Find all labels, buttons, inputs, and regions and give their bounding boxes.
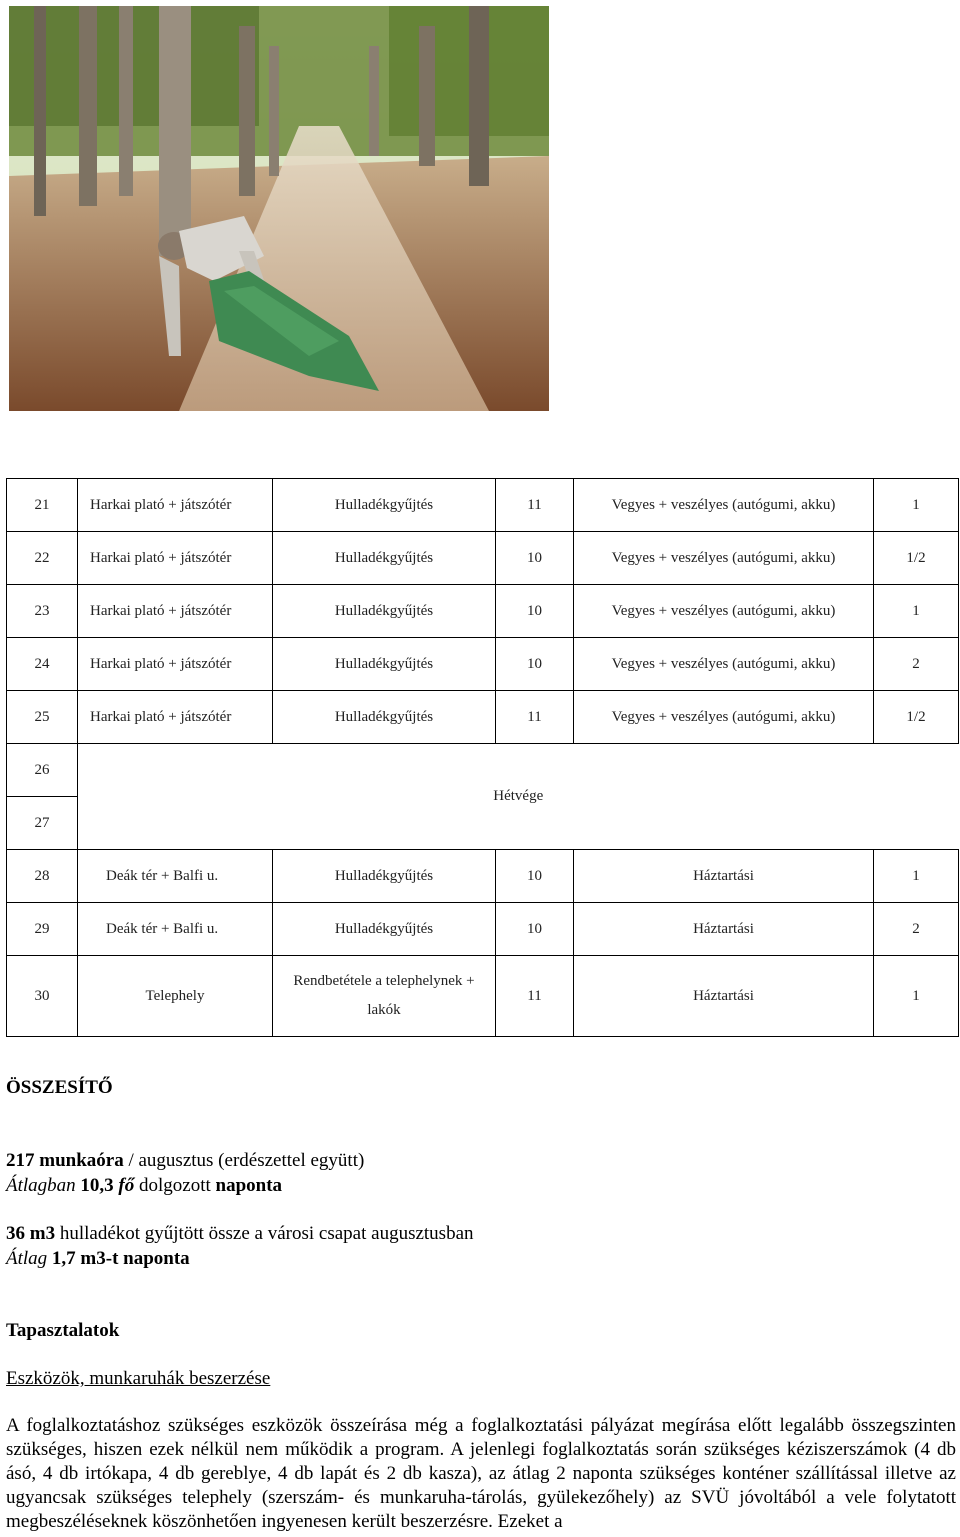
persons-cell: 10 — [496, 532, 574, 585]
avg-label: Átlagban — [6, 1175, 76, 1196]
experience-subheading: Eszközök, munkaruhák beszerzése — [6, 1368, 271, 1389]
weekend-label: Hétvége — [78, 744, 959, 850]
summary-hours — [6, 1150, 364, 1172]
day-cell: 22 — [7, 532, 78, 585]
table-row — [7, 585, 959, 638]
day-cell: 30 — [7, 956, 78, 1037]
day-cell: 23 — [7, 585, 78, 638]
volume-cell: 1 — [874, 585, 959, 638]
volume-cell: 1 — [874, 956, 959, 1037]
table-row — [7, 744, 959, 797]
place-cell: Harkai plató + játszótér — [78, 691, 273, 744]
table-row — [7, 956, 959, 1037]
task-cell: Hulladékgyűjtés — [273, 691, 496, 744]
avg2-value: 1,7 m3-t naponta — [47, 1248, 190, 1269]
photo-illustration — [9, 6, 549, 411]
waste-text: hulladékot gyűjtött össze a városi csapat augusztusban — [55, 1223, 474, 1244]
task-cell: Hulladékgyűjtés — [273, 903, 496, 956]
place-cell: Harkai plató + játszótér — [78, 479, 273, 532]
hours-value: 217 munkaóra — [6, 1150, 124, 1171]
task-cell: Hulladékgyűjtés — [273, 479, 496, 532]
day-cell: 29 — [7, 903, 78, 956]
place-cell: Harkai plató + játszótér — [78, 585, 273, 638]
table-row — [7, 691, 959, 744]
waste-type-cell: Vegyes + veszélyes (autógumi, akku) — [574, 532, 874, 585]
waste-value: 36 m3 — [6, 1223, 56, 1244]
persons-cell: 10 — [496, 585, 574, 638]
waste-type-cell: Vegyes + veszélyes (autógumi, akku) — [574, 585, 874, 638]
task-cell: Hulladékgyűjtés — [273, 638, 496, 691]
day-cell: 21 — [7, 479, 78, 532]
task-cell: Hulladékgyűjtés — [273, 850, 496, 903]
task-line: lakók — [367, 1002, 401, 1018]
waste-type-cell: Háztartási — [574, 850, 874, 903]
table-row — [7, 903, 959, 956]
summary-average-persons — [6, 1175, 282, 1197]
place-cell: Deák tér + Balfi u. — [78, 903, 273, 956]
waste-type-cell: Háztartási — [574, 956, 874, 1037]
avg-daily: naponta — [215, 1175, 283, 1196]
persons-cell: 11 — [496, 691, 574, 744]
table-row — [7, 850, 959, 903]
task-cell: Hulladékgyűjtés — [273, 532, 496, 585]
persons-cell: 10 — [496, 638, 574, 691]
waste-type-cell: Vegyes + veszélyes (autógumi, akku) — [574, 691, 874, 744]
experience-paragraph: A foglalkoztatáshoz szükséges eszközök összeírása még a foglalkoztatási pályázat megírása előtt legalább összegszinten szükséges, hiszen ezek nélkül nem működik a program. A jelenlegi foglalkoztatás során szükséges kéziszerszámok (4 db ásó, 4 db irtókapa, 4 db gereblye, 4 db lapát és 2 db kasza), az átlag 2 naponta szükséges konténer szállítással illetve az ugyancsak szükséges telephely (szerszám- és munkaruha-tárolás, gyülekezőhely) az SVÜ jóvoltából a vele folytatott megbeszéléseknek köszönhetően ingyenesen került beszerzésre. Ezeket a — [6, 1415, 956, 1532]
avg-mid: dolgozott — [134, 1175, 216, 1196]
volume-cell: 1 — [874, 479, 959, 532]
volume-cell: 1 — [874, 850, 959, 903]
avg-unit: fő — [118, 1175, 135, 1196]
day-cell: 24 — [7, 638, 78, 691]
day-cell: 27 — [7, 797, 78, 850]
park-cleanup-photo — [9, 6, 549, 411]
place-cell: Telephely — [78, 956, 273, 1037]
work-log-table — [6, 478, 959, 1037]
volume-cell: 2 — [874, 638, 959, 691]
waste-type-cell: Háztartási — [574, 903, 874, 956]
persons-cell: 11 — [496, 956, 574, 1037]
persons-cell: 11 — [496, 479, 574, 532]
day-cell: 26 — [7, 744, 78, 797]
table-row — [7, 532, 959, 585]
persons-cell: 10 — [496, 903, 574, 956]
hours-text: / augusztus (erdészettel együtt) — [123, 1150, 365, 1171]
task-line: Rendbetétele a telephelynek + — [293, 973, 475, 989]
place-cell: Harkai plató + játszótér — [78, 532, 273, 585]
summary-average-waste — [6, 1248, 190, 1270]
persons-cell: 10 — [496, 850, 574, 903]
place-cell: Harkai plató + játszótér — [78, 638, 273, 691]
day-cell: 28 — [7, 850, 78, 903]
experience-heading: Tapasztalatok — [6, 1320, 120, 1341]
day-cell: 25 — [7, 691, 78, 744]
table-row — [7, 479, 959, 532]
place-cell: Deák tér + Balfi u. — [78, 850, 273, 903]
table-row — [7, 638, 959, 691]
task-cell: Hulladékgyűjtés — [273, 585, 496, 638]
volume-cell: 2 — [874, 903, 959, 956]
volume-cell: 1/2 — [874, 691, 959, 744]
summary-waste — [6, 1223, 474, 1245]
waste-type-cell: Vegyes + veszélyes (autógumi, akku) — [574, 638, 874, 691]
avg2-label: Átlag — [6, 1248, 48, 1269]
task-cell — [273, 956, 496, 1037]
waste-type-cell: Vegyes + veszélyes (autógumi, akku) — [574, 479, 874, 532]
summary-heading: ÖSSZESÍTŐ — [6, 1077, 113, 1098]
avg-value: 10,3 — [75, 1175, 119, 1196]
volume-cell: 1/2 — [874, 532, 959, 585]
